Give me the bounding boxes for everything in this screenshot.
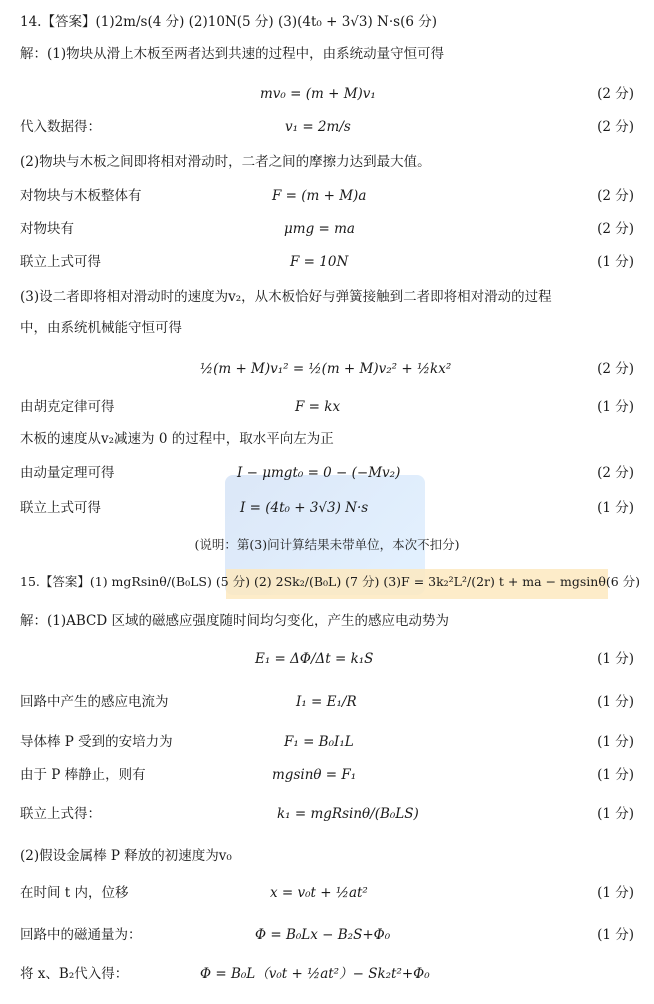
equation-line bbox=[0, 728, 654, 756]
note-line bbox=[0, 531, 654, 559]
equation-line bbox=[0, 182, 654, 210]
equation: F = 10N bbox=[290, 254, 349, 270]
solution-text: 木板的速度从v₂减速为 0 的过程中，取水平向左为正 bbox=[20, 431, 334, 447]
equation: Φ = B₀L（v₀t + ½at²）− Sk₂t²+Φ₀ bbox=[200, 966, 430, 982]
equation-line bbox=[0, 761, 654, 789]
label-text: 导体棒 P 受到的安培力为 bbox=[20, 734, 173, 750]
points: (2 分) bbox=[597, 86, 634, 102]
solution-text: 中，由系统机械能守恒可得 bbox=[20, 320, 182, 336]
text-line bbox=[0, 607, 654, 635]
label-text: 回路中产生的感应电流为 bbox=[20, 694, 169, 710]
label-text: 回路中的磁通量为： bbox=[20, 927, 142, 943]
points: (1 分) bbox=[597, 767, 634, 783]
points: (1 分) bbox=[597, 651, 634, 667]
text-line bbox=[0, 314, 654, 342]
text-line bbox=[0, 842, 654, 870]
q15-answer-line bbox=[0, 568, 654, 596]
equation: F₁ = B₀I₁L bbox=[284, 734, 354, 750]
equation: k₁ = mgRsinθ/(B₀LS) bbox=[277, 806, 419, 822]
equation: Φ = B₀Lx − B₂S+Φ₀ bbox=[255, 927, 391, 943]
points: (2 分) bbox=[597, 119, 634, 135]
equation: I − μmgt₀ = 0 − (−Mv₂) bbox=[237, 465, 401, 481]
solution-line bbox=[0, 40, 654, 68]
text-line bbox=[0, 425, 654, 453]
label-text: 联立上式可得 bbox=[20, 254, 101, 270]
solution-text: 解：(1)物块从滑上木板至两者达到共速的过程中，由系统动量守恒可得 bbox=[20, 46, 445, 62]
q15-answer: 15.【答案】(1) mgRsinθ/(B₀LS) (5 分) (2) 2Sk₂/(B₀L) (7 分) (3)F = 3k₂²L²/(2r) t + ma − mgsinθ(6 分) bbox=[20, 574, 641, 589]
solution-text: 解：(1)ABCD 区域的磁感应强度随时间均匀变化，产生的感应电动势为 bbox=[20, 613, 449, 629]
label-text: 代入数据得： bbox=[20, 119, 101, 135]
equation: ½(m + M)v₁² = ½(m + M)v₂² + ½kx² bbox=[200, 361, 452, 377]
equation-line bbox=[0, 459, 654, 487]
points: (1 分) bbox=[597, 885, 634, 901]
equation: I₁ = E₁/R bbox=[296, 694, 357, 710]
equation-line bbox=[0, 960, 654, 988]
q14-answer: 14.【答案】(1)2m/s(4 分) (2)10N(5 分) (3)(4t₀ + 3√3) N·s(6 分) bbox=[20, 14, 437, 30]
solution-text: (3)设二者即将相对滑动时的速度为v₂，从木板恰好与弹簧接触到二者即将相对滑动的过程 bbox=[20, 289, 552, 305]
equation-line bbox=[0, 248, 654, 276]
label-text: 由于 P 棒静止，则有 bbox=[20, 767, 146, 783]
equation-line bbox=[0, 113, 654, 141]
text-line bbox=[0, 283, 654, 311]
label-text: 将 x、B₂代入得： bbox=[20, 966, 129, 982]
equation: mgsinθ = F₁ bbox=[272, 767, 357, 783]
label-text: 联立上式得： bbox=[20, 806, 101, 822]
equation-line bbox=[0, 879, 654, 907]
equation: F = kx bbox=[295, 399, 341, 415]
equation-line bbox=[0, 645, 654, 673]
note-text: (说明：第(3)问计算结果未带单位，本次不扣分) bbox=[194, 537, 460, 552]
label-text: 由胡克定律可得 bbox=[20, 399, 115, 415]
points: (1 分) bbox=[597, 927, 634, 943]
equation-line bbox=[0, 800, 654, 828]
equation-line bbox=[0, 494, 654, 522]
points: (2 分) bbox=[597, 221, 634, 237]
label-text: 在时间 t 内，位移 bbox=[20, 885, 129, 901]
points: (1 分) bbox=[597, 254, 634, 270]
points: (1 分) bbox=[597, 734, 634, 750]
equation: mv₀ = (m + M)v₁ bbox=[260, 86, 376, 102]
equation: v₁ = 2m/s bbox=[285, 119, 351, 135]
points: (2 分) bbox=[597, 361, 634, 377]
label-text: 对物块有 bbox=[20, 221, 74, 237]
equation-line bbox=[0, 355, 654, 383]
text-line bbox=[0, 148, 654, 176]
label-text: 由动量定理可得 bbox=[20, 465, 115, 481]
equation-line bbox=[0, 688, 654, 716]
equation-line bbox=[0, 921, 654, 949]
points: (2 分) bbox=[597, 465, 634, 481]
equation: μmg = ma bbox=[284, 221, 355, 237]
points: (1 分) bbox=[597, 806, 634, 822]
points: (1 分) bbox=[597, 500, 634, 516]
solution-text: (2)物块与木板之间即将相对滑动时，二者之间的摩擦力达到最大值。 bbox=[20, 154, 431, 170]
points: (1 分) bbox=[597, 694, 634, 710]
points: (1 分) bbox=[597, 399, 634, 415]
equation-line bbox=[0, 215, 654, 243]
q14-answer-line bbox=[0, 8, 654, 36]
label-text: 对物块与木板整体有 bbox=[20, 188, 142, 204]
equation: F = (m + M)a bbox=[272, 188, 367, 204]
equation: x = v₀t + ½at² bbox=[270, 885, 368, 901]
solution-text: (2)假设金属棒 P 释放的初速度为v₀ bbox=[20, 848, 232, 864]
label-text: 联立上式可得 bbox=[20, 500, 101, 516]
equation: I = (4t₀ + 3√3) N·s bbox=[240, 500, 369, 516]
points: (2 分) bbox=[597, 188, 634, 204]
equation-line bbox=[0, 393, 654, 421]
equation: E₁ = ΔΦ/Δt = k₁S bbox=[255, 651, 374, 667]
equation-line bbox=[0, 80, 654, 108]
